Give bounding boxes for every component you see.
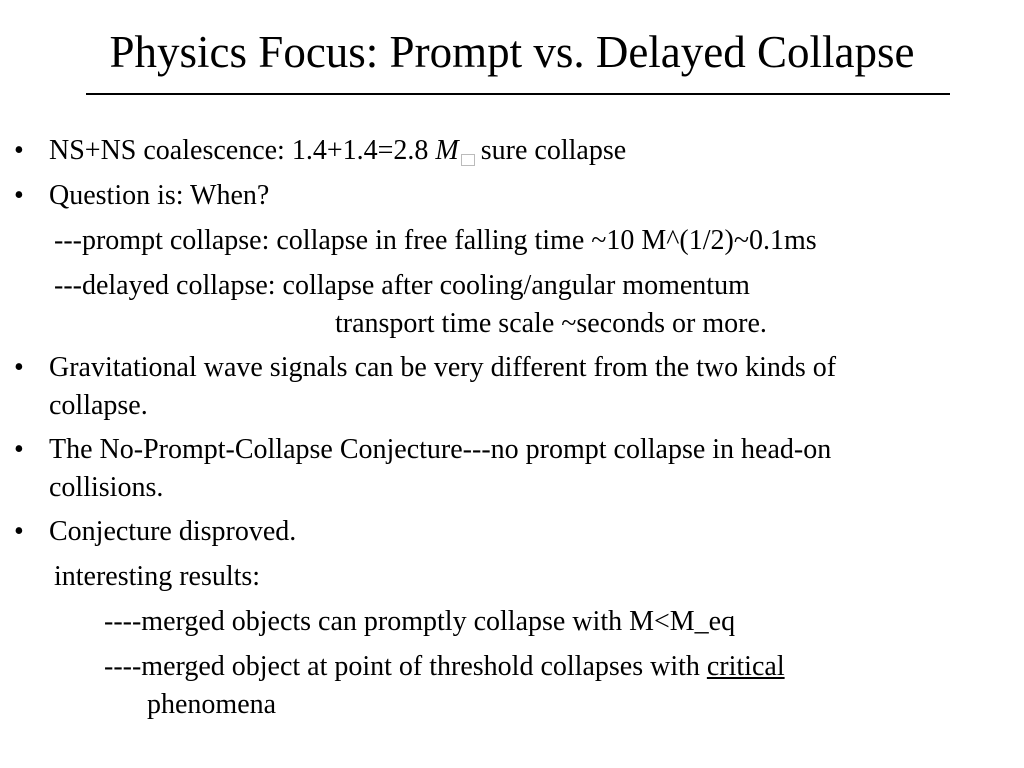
sub-item-delayed-collapse: ---delayed collapse: collapse after cooling/angular momentum [54, 270, 750, 301]
bullet-item-coalescence [49, 133, 626, 169]
solar-subscript-icon [461, 154, 475, 166]
title-divider [86, 93, 950, 95]
slide-title: Physics Focus: Prompt vs. Delayed Collapse [109, 27, 915, 77]
bullet-item-question: Question is: When? [49, 180, 270, 211]
bullet-text: sure collapse [480, 135, 627, 166]
mass-symbol: M [435, 135, 459, 166]
bullet-marker: • [14, 434, 24, 465]
sub-item-text: ----merged object at point of threshold collapses with [104, 651, 707, 682]
sub-item-interesting-results: interesting results: [54, 561, 261, 592]
bullet-item-gw-signals: Gravitational wave signals can be very different from the two kinds of [49, 352, 837, 383]
bullet-marker: • [14, 135, 24, 166]
bullet-item-conjecture-cont: collisions. [49, 472, 164, 503]
sub-item-threshold-cont: phenomena [147, 689, 277, 720]
sub-item-threshold [104, 649, 785, 685]
critical-link[interactable]: critical [706, 651, 785, 682]
bullet-marker: • [14, 516, 24, 547]
bullet-item-gw-signals-cont: collapse. [49, 390, 148, 421]
sub-item-prompt-collapse: ---prompt collapse: collapse in free falling time ~10 M^(1/2)~0.1ms [54, 225, 817, 256]
bullet-text: NS+NS coalescence: 1.4+1.4=2.8 [49, 135, 436, 166]
sub-item-merged-objects: ----merged objects can promptly collapse with M<M_eq [104, 606, 736, 637]
sub-item-delayed-collapse-cont: transport time scale ~seconds or more. [335, 308, 767, 339]
bullet-marker: • [14, 180, 24, 211]
bullet-marker: • [14, 352, 24, 383]
bullet-item-disproved: Conjecture disproved. [49, 516, 297, 547]
bullet-item-conjecture: The No-Prompt-Collapse Conjecture---no prompt collapse in head-on [49, 434, 832, 465]
